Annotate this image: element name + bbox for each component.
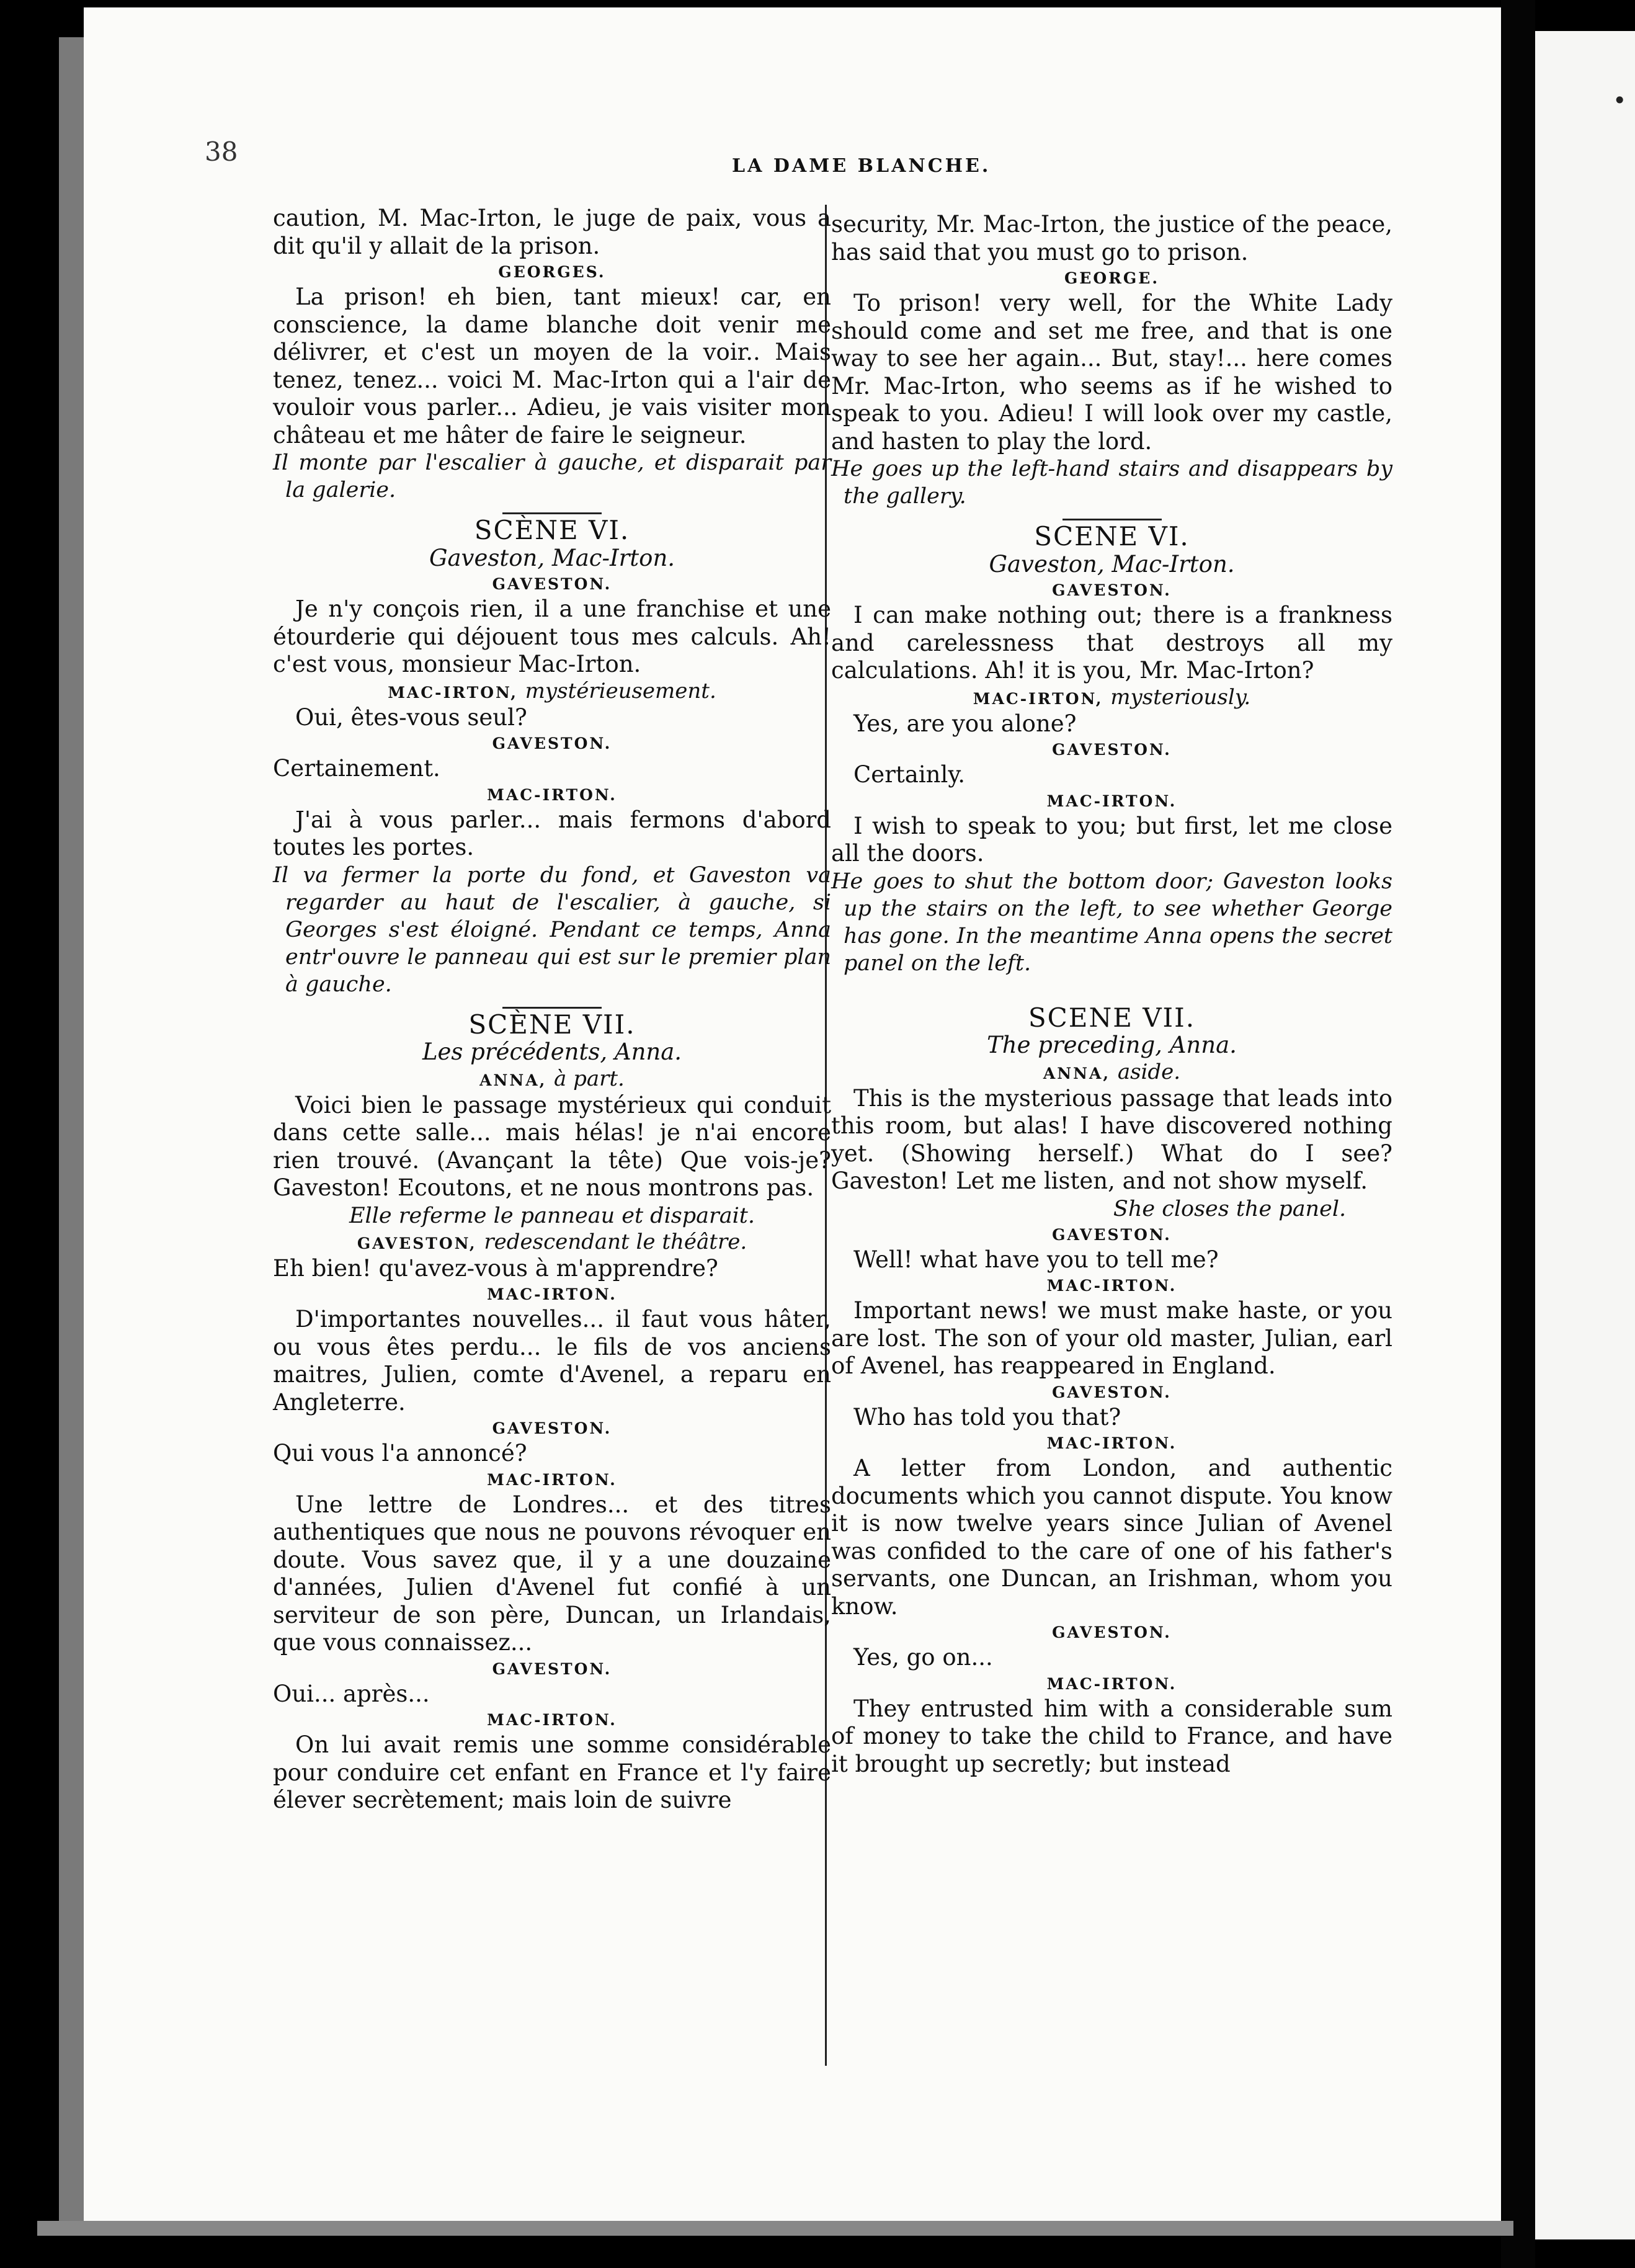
speech-text: Certainly. (853, 761, 966, 788)
speaker-label: ANNA, à part. (479, 1066, 625, 1091)
speaker-direction: aside. (1117, 1059, 1181, 1084)
speech-text: Oui... après... (273, 1680, 430, 1707)
stage-direction: Il monte par l'escalier à gauche, et disparait par la galerie. (273, 450, 831, 502)
scene-rule (502, 512, 602, 514)
speech-text: Qui vous l'a annoncé? (273, 1440, 527, 1467)
scene-cast: Les précédents, Anna. (422, 1038, 682, 1065)
speech-text: J'ai à vous parler... mais fermons d'abord toutes les portes. (273, 806, 831, 860)
stage-direction: Il va fermer la porte du fond, et Gaveston va regarder au haut de l'escalier, à gauche, si Georges s'est éloigné. Pendant ce temps, Anna entr'ouvre le panneau qui est sur le premier plan à gauche. (273, 862, 831, 997)
facing-page-edge (1535, 31, 1635, 2239)
speech-text: Une lettre de Londres... et des titres authentiques que nous ne pouvons révoquer en doute. Vous savez que, il y a une douzaine d'années, Julien d'Avenel fut confié à un serviteur de son père, Duncan, un Irlandais, que vous connaissez... (273, 1491, 831, 1656)
speaker-label: GEORGE. (1064, 269, 1160, 287)
speaker-label: GAVESTON. (1052, 1623, 1172, 1641)
speech-text: D'importantes nouvelles... il faut vous hâter, ou vous êtes perdu... le fils de vos anciens maitres, Julien, comte d'Avenel, a reparu en Angleterre. (273, 1306, 831, 1416)
speech-text: Voici bien le passage mystérieux qui conduit dans cette salle... mais hélas! je n'ai encore rien trouvé. (Avançant la tête) Que vois-je? Gaveston! Ecoutons, et ne nous montrons pas. (273, 1091, 831, 1201)
speech-text: Eh bien! qu'avez-vous à m'apprendre? (273, 1254, 718, 1282)
page-bottom-edge (37, 2221, 1513, 2236)
gutter-shadow (1501, 0, 1535, 2268)
spacer (831, 977, 1392, 988)
english-column (831, 211, 1392, 1778)
speech-text: Oui, êtes-vous seul? (295, 703, 527, 731)
speaker-label: GAVESTON. (492, 575, 612, 593)
speaker-label: MAC-IRTON. (1046, 1434, 1177, 1452)
speaker-label: GAVESTON, redescendant le théâtre. (357, 1229, 747, 1254)
speech-text: On lui avait remis une somme considérable pour conduire cet enfant en France et l'y faire élever secrètement; mais loin de suivre (273, 1731, 831, 1813)
speech-text: La prison! eh bien, tant mieux! car, en conscience, la dame blanche doit venir me délivrer, et c'est un moyen de la voir.. Mais tenez, tenez... voici M. Mac-Irton qui a l'air de vouloir vous parler... Adieu, je vais visiter mon château et me hâter de faire le seigneur. (273, 284, 831, 449)
speech-text: A letter from London, and authentic documents which you cannot dispute. You know it is now twelve years since Julian of Avenel was confided to the care of one of his father's servants, one Duncan, an Irishman, whom you know. (831, 1455, 1392, 1620)
stage-direction: He goes up the left-hand stairs and disappears by the gallery. (831, 457, 1392, 509)
speaker-label: GAVESTON. (492, 1659, 612, 1678)
scene-title: SCÈNE VII. (468, 1009, 636, 1040)
speaker-label: GAVESTON. (1052, 1225, 1172, 1244)
facing-page-mark: • (1613, 87, 1627, 114)
french-column (273, 205, 831, 1815)
speaker-label: GEORGES. (498, 263, 606, 281)
speech-text: Important news! we must make haste, or you are lost. The son of your old master, Julian, earl of Avenel, has reappeared in England. (831, 1297, 1392, 1379)
scene-cast: The preceding, Anna. (987, 1032, 1237, 1058)
stage-direction: She closes the panel. (1113, 1196, 1347, 1221)
scene-cast: Gaveston, Mac-Irton. (989, 550, 1235, 578)
speech-text: Yes, are you alone? (853, 710, 1077, 737)
scene-cast: Gaveston, Mac-Irton. (429, 544, 675, 571)
speaker-label: MAC-IRTON. (1046, 792, 1177, 810)
speaker-label: GAVESTON. (492, 734, 612, 752)
speech-text: This is the mysterious passage that leads into this room, but alas! I have discovered nothing yet. (Showing herself.) What do I see? Gaveston! Let me listen, and not show myself. (831, 1084, 1392, 1194)
speech-text: Yes, go on... (853, 1644, 993, 1671)
speech-text: Who has told you that? (853, 1403, 1121, 1431)
speaker-label: MAC-IRTON. (487, 1285, 617, 1303)
speaker-direction: à part. (554, 1066, 625, 1091)
speaker-label: GAVESTON. (492, 1419, 612, 1437)
speaker-direction: redescendant le théâtre. (484, 1229, 747, 1254)
running-header: LA DAME BLANCHE. (732, 155, 991, 177)
scene-title: SCENE VII. (1028, 1002, 1196, 1033)
opening-text: security, Mr. Mac-Irton, the justice of the peace, has said that you must go to prison. (831, 211, 1392, 266)
speaker-label: MAC-IRTON. (487, 1711, 617, 1729)
speech-text: To prison! very well, for the White Lady should come and set me free, and that is one way to see her again... But, stay!... here comes Mr. Mac-Irton, who seems as if he wished to speak to you. Adieu! I will look over my castle, and hasten to play the lord. (831, 290, 1392, 455)
speech-text: I wish to speak to you; but first, let me close all the doors. (831, 812, 1392, 867)
speaker-label: MAC-IRTON, mysteriously. (973, 684, 1251, 710)
opening-text: caution, M. Mac-Irton, le juge de paix, vous a dit qu'il y allait de la prison. (273, 205, 831, 259)
page-number: 38 (205, 136, 238, 167)
speech-text: Certainement. (273, 755, 440, 782)
speaker-label: MAC-IRTON. (487, 1470, 617, 1489)
speech-text: They entrusted him with a considerable sum of money to take the child to France, and have it brought up secretly; but instead (831, 1695, 1392, 1777)
scene-title: SCENE VI. (1034, 521, 1190, 551)
speaker-label: GAVESTON. (1052, 741, 1172, 759)
speaker-direction: mystérieusement. (525, 678, 716, 703)
speaker-label: MAC-IRTON. (1046, 1674, 1177, 1693)
speaker-label: GAVESTON. (1052, 1383, 1172, 1401)
speaker-label: MAC-IRTON. (487, 785, 617, 804)
scene-rule (502, 1007, 602, 1009)
speaker-label: MAC-IRTON. (1046, 1277, 1177, 1295)
speaker-label: MAC-IRTON, mystérieusement. (388, 678, 716, 703)
scene-title: SCÈNE VI. (474, 515, 630, 545)
speaker-label: GAVESTON. (1052, 581, 1172, 599)
scene-rule (1063, 519, 1162, 520)
speech-text: I can make nothing out; there is a frankness and carelessness that destroys all my calculations. Ah! it is you, Mr. Mac-Irton? (831, 602, 1392, 684)
speaker-label: ANNA, aside. (1043, 1059, 1181, 1084)
stage-direction: Elle referme le panneau et disparait. (349, 1203, 755, 1228)
speaker-direction: mysteriously. (1110, 684, 1251, 710)
speech-text: Well! what have you to tell me? (853, 1246, 1219, 1273)
speech-text: Je n'y conçois rien, il a une franchise et une étourderie qui déjouent tous mes calculs. Ah! c'est vous, monsieur Mac-Irton. (273, 596, 831, 677)
stage-direction: He goes to shut the bottom door; Gaveston looks up the stairs on the left, to see whether George has gone. In the meantime Anna opens the secret panel on the left. (831, 868, 1392, 976)
